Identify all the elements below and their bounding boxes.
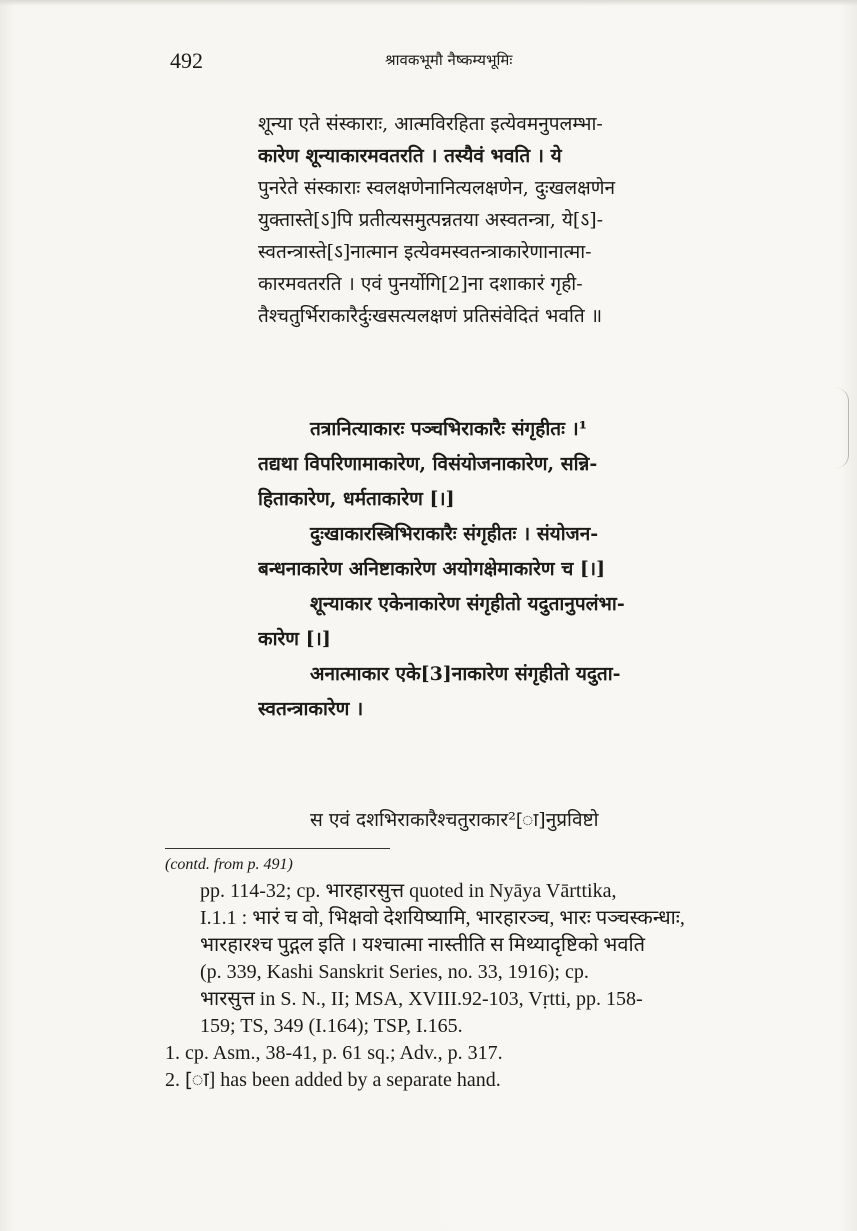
text-line: स्वतन्त्राकारेण । [258,698,364,720]
text-line: युक्तास्ते[ऽ]पि प्रतीत्यसमुत्पन्नतया अस्वतन्त्रा, ये[ऽ]- [258,209,604,231]
footnote-line: भारसुत्त in S. N., II; MSA, XVIII.92-103, Vṛtti, pp. 158- [200,988,643,1010]
text-line: कारेण [।] [258,628,331,650]
text-line: दुःखाकारस्त्रिभिराकारैः संगृहीतः । संयोजन- [310,523,599,545]
page-top-edge [0,0,857,6]
footnote-line: भारहारश्च पुद्गल इति । यश्चात्मा नास्तीति स मिथ्यादृष्टिको भवति [200,934,646,956]
text-line: कारमवतरति । एवं पुनर्योगि[2]ना दशाकारं गृही- [258,273,583,295]
text-line: हिताकारेण, धर्मताकारेण [।] [258,488,455,510]
text-line: कारेण शून्याकारमवतरति । तस्यैवं भवति । ये [258,145,562,167]
text-line: तद्यथा विपरिणामाकारेण, विसंयोजनाकारेण, सन्नि- [258,453,598,475]
text-line: स्वतन्त्रास्ते[ऽ]नात्मान इत्येवमस्वतन्त्राकारेणानात्मा- [258,241,592,263]
text-line: शून्याकार एकेनाकारेण संगृहीतो यदुतानुपलंभा- [310,593,625,615]
text-line: शून्या एते संस्काराः, आत्मविरहिता इत्येवमनुपलम्भा- [258,113,603,135]
footnote-separator [165,848,390,849]
text-line: पुनरेते संस्काराः स्वलक्षणेनानित्यलक्षणेन, दुःखलक्षणेन [258,177,616,199]
running-title: श्रावकभूमौ नैष्कम्यभूमिः [385,51,513,69]
footnote-2: 2. [ा] has been added by a separate hand. [165,1069,501,1091]
text-line: अनात्माकार एके[3]नाकारेण संगृहीतो यदुता- [310,663,621,685]
text-line: बन्धनाकारेण अनिष्टाकारेण अयोगक्षेमाकारेण च [।] [258,558,606,580]
footnote-line: I.1.1 : भारं च वो, भिक्षवो देशयिष्यामि, भारहारञ्च, भारः पञ्चस्कन्धाः, [200,907,685,929]
footnote-line: 159; TS, 349 (I.164); TSP, I.165. [200,1015,463,1037]
text-line: स एवं दशभिराकारैश्चतुराकार²[ा]नुप्रविष्टो [310,809,599,831]
margin-pencil-mark [836,388,849,468]
footnotes [165,852,775,1094]
main-text-block-1 [258,108,768,332]
text-line: तत्रानित्याकारः पञ्चभिराकारैः संगृहीतः ।¹ [310,418,588,440]
text-line: तैश्चतुर्भिराकारैर्दुःखसत्यलक्षणं प्रतिसंवेदितं भवति ॥ [258,305,603,327]
footnote-line: pp. 114-32; cp. भारहारसुत्त quoted in Nyāya Vārttika, [200,880,617,902]
footnote-1: 1. cp. Asm., 38-41, p. 61 sq.; Adv., p. 317. [165,1042,503,1064]
page-number: 492 [170,48,203,73]
main-text-block-3 [258,804,768,836]
running-head [0,46,857,78]
footnote-line: (p. 339, Kashi Sanskrit Series, no. 33, 1916); cp. [200,961,589,983]
footnote-continued-label: (contd. from p. 491) [165,856,293,873]
main-text-block-2 [258,412,768,727]
